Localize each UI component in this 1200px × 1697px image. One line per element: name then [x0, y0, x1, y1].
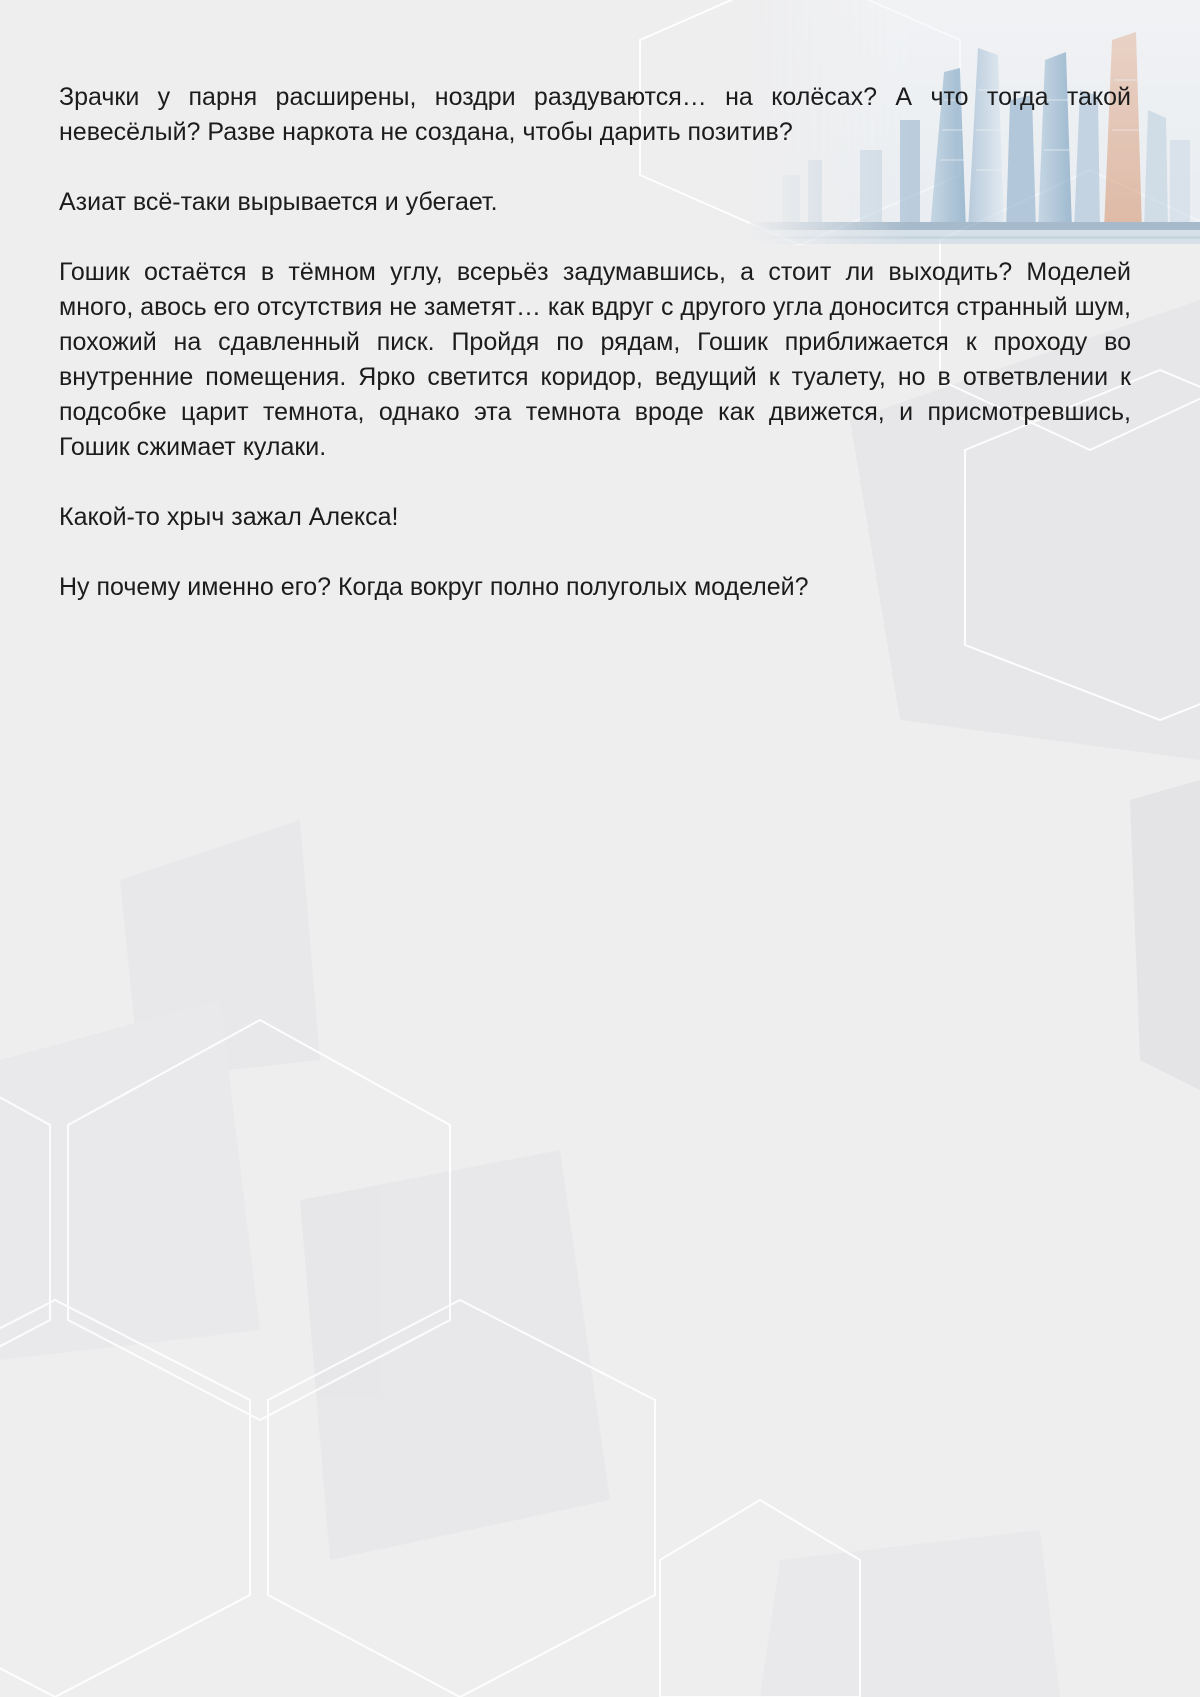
paragraph: Зрачки у парня расширены, ноздри раздуваются… на колёсах? А что тогда такой невесёлый? Разве наркота не создана, чтобы дарить позитив? — [59, 83, 1131, 146]
paragraph: Азиат всё-таки вырывается и убегает. — [59, 188, 498, 216]
story-text — [59, 80, 1131, 640]
paragraph: Какой-то хрыч зажал Алекса! — [59, 503, 399, 531]
paragraph: Гошик остаётся в тёмном углу, всерьёз задумавшись, а стоит ли выходить? Моделей много, авось его отсутствия не заметят… как вдруг с другого угла доносится странный шум, похожий на сдавленный писк. Пройдя по рядам, Гошик приближается к проходу во внутренние помещения. Ярко светится коридор, ведущий к туалету, но в ответвлении к подсобке царит темнота, однако эта темнота вроде как движется, и присмотревшись, Гошик сжимает кулаки. — [59, 258, 1131, 461]
paragraph: Ну почему именно его? Когда вокруг полно полуголых моделей? — [59, 573, 809, 601]
